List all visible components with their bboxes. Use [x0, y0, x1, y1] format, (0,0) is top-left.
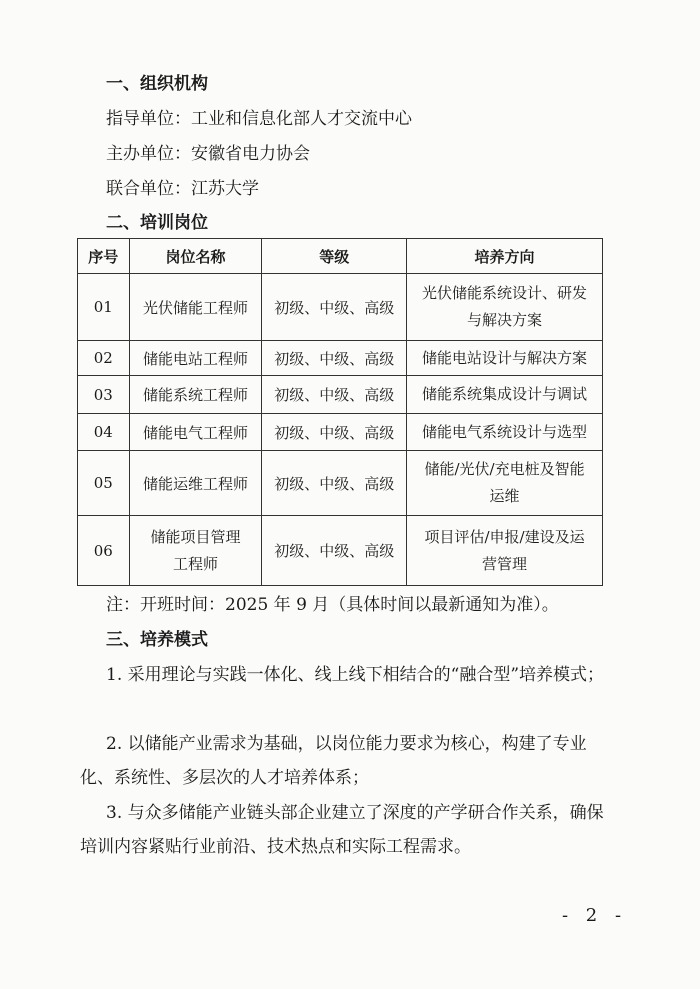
post-name-line-1: 储能项目管理 — [150, 527, 241, 546]
direction-line-2: 营管理 — [482, 554, 528, 573]
post-name-line-2: 工程师 — [172, 554, 218, 573]
header-level: 等级 — [262, 239, 407, 274]
row-no: 05 — [78, 451, 130, 516]
section-heading-posts: 二、培训岗位 — [106, 213, 208, 233]
row-level: 初级、中级、高级 — [262, 341, 407, 376]
mode-paragraph-2: 2. 以储能产业需求为基础，以岗位能力要求为核心，构建了专业化、系统性、多层次的人才培养体系； — [80, 734, 587, 788]
row-no: 01 — [78, 274, 130, 341]
joint-unit: 联合单位：江苏大学 — [106, 179, 259, 199]
table-row — [78, 376, 603, 414]
row-level: 初级、中级、高级 — [262, 414, 407, 451]
row-post-name: 储能电站工程师 — [129, 341, 262, 376]
row-direction: 储能系统集成设计与调试 — [407, 376, 603, 414]
table-row — [78, 516, 603, 586]
header-no: 序号 — [78, 239, 130, 274]
direction-line-1: 光伏储能系统设计、研发 — [422, 284, 588, 302]
row-direction — [407, 516, 603, 586]
table-row — [78, 414, 603, 451]
training-posts-table — [77, 238, 603, 586]
direction-line-1: 储能/光伏/充电桩及智能 — [424, 460, 585, 478]
row-direction — [407, 274, 603, 341]
direction-line-2: 运维 — [489, 487, 520, 505]
row-no: 04 — [78, 414, 130, 451]
section-heading-org: 一、组织机构 — [106, 74, 208, 94]
row-post-name: 储能运维工程师 — [129, 451, 262, 516]
mode-paragraph-1: 1. 采用理论与实践一体化、线上线下相结合的“融合型”培养模式； — [106, 665, 605, 685]
row-level: 初级、中级、高级 — [262, 451, 407, 516]
row-direction — [407, 451, 603, 516]
header-post-name: 岗位名称 — [129, 239, 262, 274]
schedule-note: 注：开班时间：2025 年 9 月（具体时间以最新通知为准）。 — [106, 595, 559, 615]
direction-line-2: 与解决方案 — [467, 311, 543, 329]
row-post-name — [129, 516, 262, 586]
row-post-name: 储能电气工程师 — [129, 414, 262, 451]
mode-paragraph-3: 3. 与众多储能产业链头部企业建立了深度的产学研合作关系，确保培训内容紧贴行业前沿、技术热点和实际工程需求。 — [80, 803, 604, 857]
header-direction: 培养方向 — [407, 239, 603, 274]
row-level: 初级、中级、高级 — [262, 274, 407, 341]
row-no: 06 — [78, 516, 130, 586]
page-number: - 2 - — [562, 905, 628, 926]
row-direction: 储能电气系统设计与选型 — [407, 414, 603, 451]
row-no: 03 — [78, 376, 130, 414]
row-direction: 储能电站设计与解决方案 — [407, 341, 603, 376]
row-post-name: 储能系统工程师 — [129, 376, 262, 414]
table-row — [78, 274, 603, 341]
guide-unit: 指导单位：工业和信息化部人才交流中心 — [106, 109, 412, 129]
table-row — [78, 451, 603, 516]
row-level: 初级、中级、高级 — [262, 376, 407, 414]
row-level: 初级、中级、高级 — [262, 516, 407, 586]
table-row — [78, 341, 603, 376]
section-heading-mode: 三、培养模式 — [106, 630, 208, 650]
row-no: 02 — [78, 341, 130, 376]
host-unit: 主办单位：安徽省电力协会 — [106, 144, 310, 164]
table-header-row — [78, 239, 603, 274]
direction-line-1: 项目评估/申报/建设及运 — [424, 527, 585, 546]
row-post-name: 光伏储能工程师 — [129, 274, 262, 341]
